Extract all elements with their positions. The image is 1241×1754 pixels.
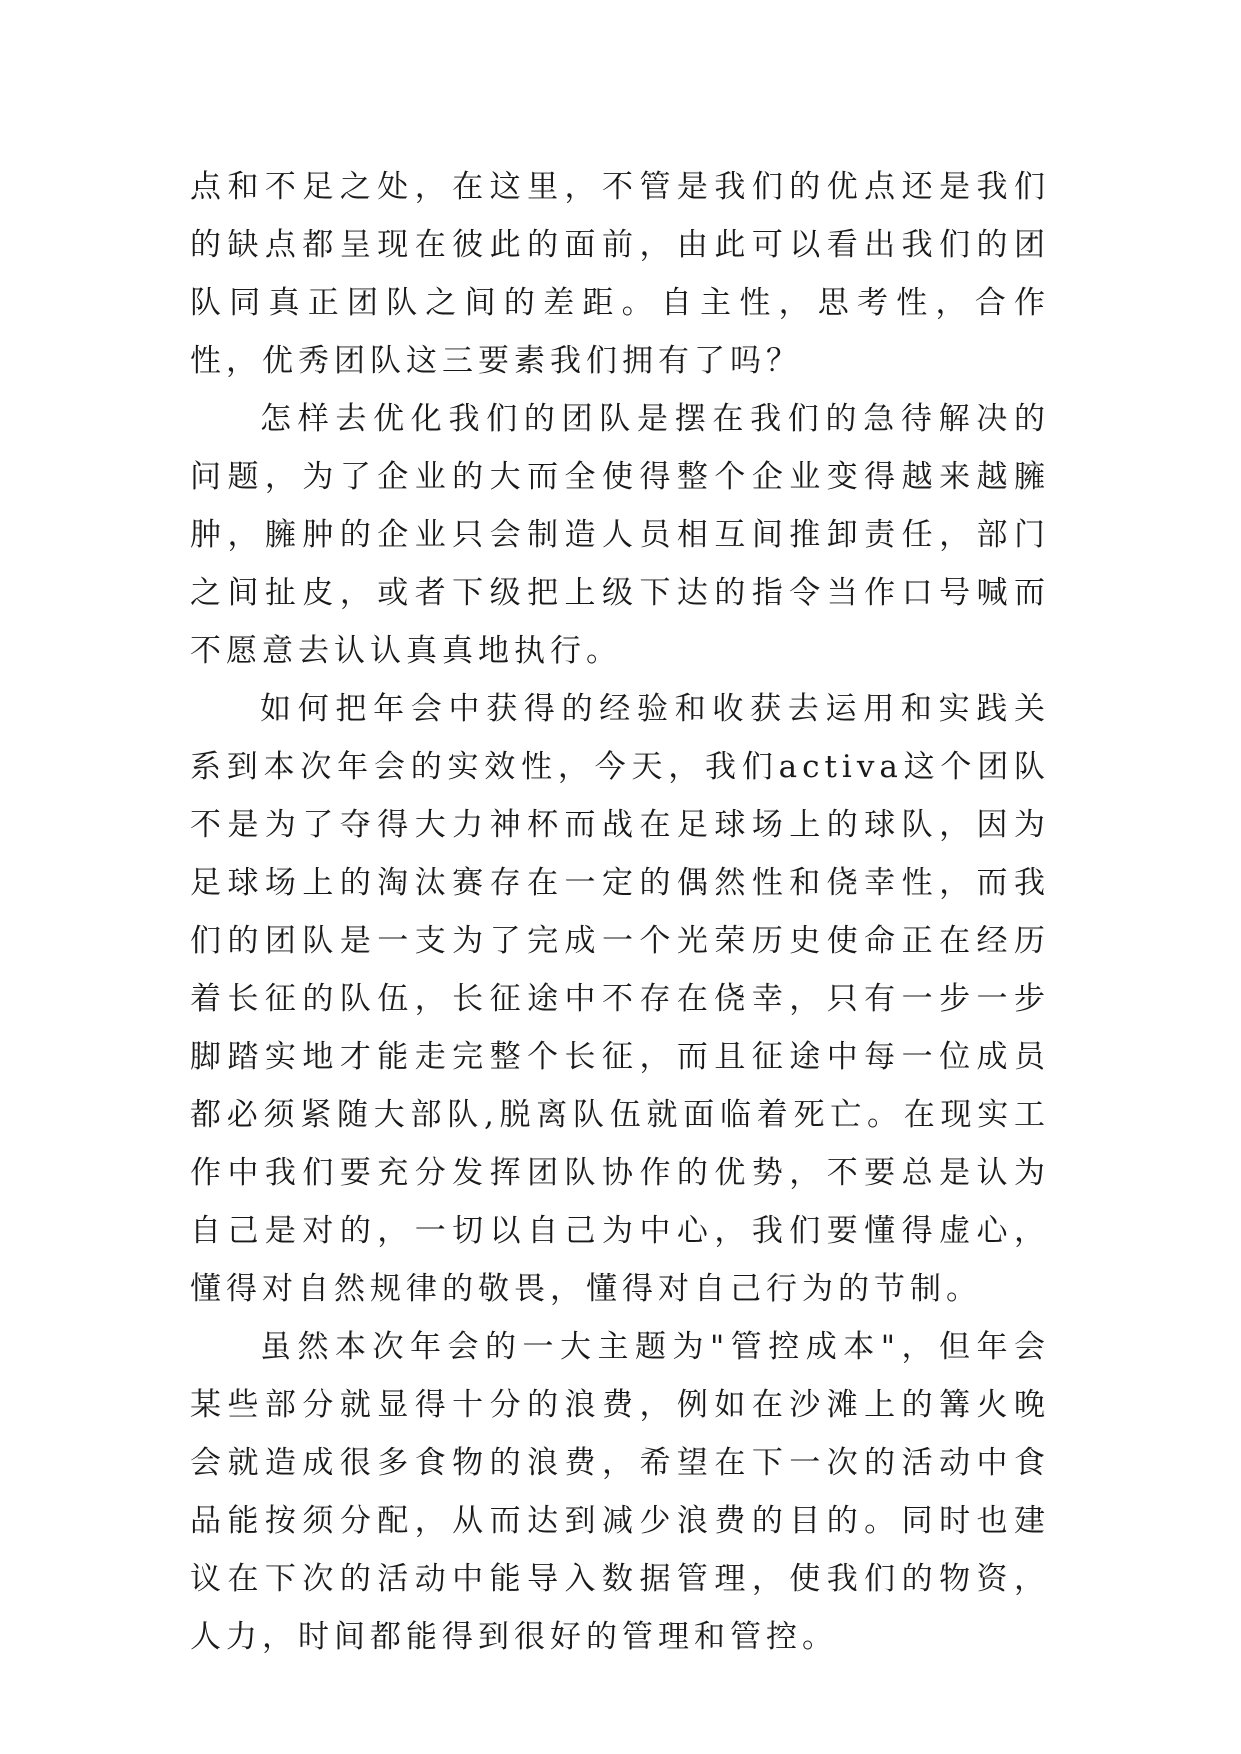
paragraph-4: 虽然本次年会的一大主题为"管控成本"，但年会某些部分就显得十分的浪费，例如在沙滩上的篝火晚会就造成很多食物的浪费，希望在下一次的活动中食品能按须分配，从而达到减少浪费的目的。同时也建议在下次的活动中能导入数据管理，使我们的物资，人力，时间都能得到很好的管理和管控。 bbox=[190, 1329, 1050, 1655]
document-body bbox=[190, 158, 1050, 1666]
paragraph-2: 怎样去优化我们的团队是摆在我们的急待解决的问题，为了企业的大而全使得整个企业变得越来越臃肿，臃肿的企业只会制造人员相互间推卸责任，部门之间扯皮，或者下级把上级下达的指令当作口号喊而不愿意去认认真真地执行。 bbox=[190, 401, 1050, 669]
paragraph-3: 如何把年会中获得的经验和收获去运用和实践关系到本次年会的实效性，今天，我们activa这个团队不是为了夺得大力神杯而战在足球场上的球队，因为足球场上的淘汰赛存在一定的偶然性和侥幸性，而我们的团队是一支为了完成一个光荣历史使命正在经历着长征的队伍，长征途中不存在侥幸，只有一步一步脚踏实地才能走完整个长征，而且征途中每一位成员都必须紧随大部队,脱离队伍就面临着死亡。在现实工作中我们要充分发挥团队协作的优势，不要总是认为自己是对的，一切以自己为中心，我们要懂得虚心，懂得对自然规律的敬畏，懂得对自己行为的节制。 bbox=[190, 691, 1050, 1307]
paragraph-1: 点和不足之处，在这里，不管是我们的优点还是我们的缺点都呈现在彼此的面前，由此可以看出我们的团队同真正团队之间的差距。自主性，思考性，合作性，优秀团队这三要素我们拥有了吗？ bbox=[190, 169, 1050, 379]
